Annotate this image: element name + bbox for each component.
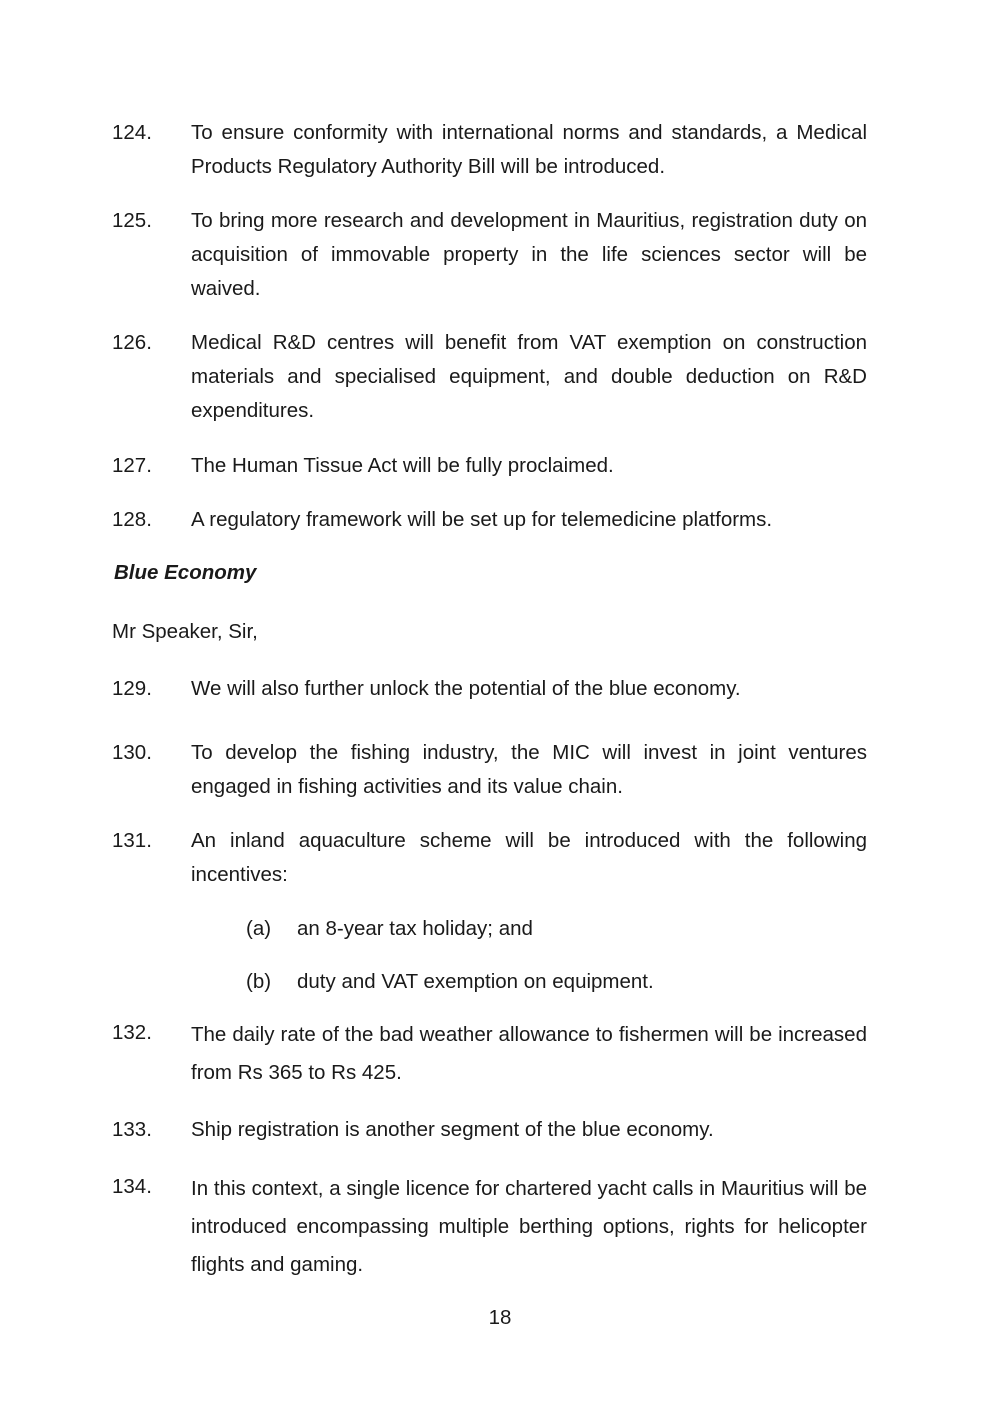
paragraph-134 [112,1170,867,1284]
paragraph-number: 129. [112,677,152,700]
paragraph-number: 124. [112,121,152,144]
paragraph-text: In this context, a single licence for chartered yacht calls in Mauritius will be introduced encompassing multiple berthing options, rights for helicopter flights and gaming. [191,1177,867,1276]
paragraph-126 [112,326,867,428]
paragraph-text: To develop the fishing industry, the MIC will invest in joint ventures engaged in fishing activities and its value chain. [191,741,867,798]
paragraph-number: 132. [112,1021,152,1044]
paragraph-125 [112,204,867,306]
paragraph-number: 134. [112,1175,152,1198]
paragraph-number: 131. [112,829,152,852]
paragraph-text: To bring more research and development in Mauritius, registration duty on acquisition of immovable property in the life sciences sector will be waived. [191,209,867,300]
paragraph-128 [112,503,867,537]
paragraph-text: To ensure conformity with international norms and standards, a Medical Products Regulatory Authority Bill will be introduced. [191,121,867,178]
sub-item-a [246,912,533,946]
paragraph-text: Medical R&D centres will benefit from VAT exemption on construction materials and specialised equipment, and double deduction on R&D expenditures. [191,331,867,422]
section-heading: Blue Economy [114,561,257,584]
paragraph-124 [112,116,867,184]
paragraph-129 [112,672,867,706]
paragraph-text: Ship registration is another segment of the blue economy. [191,1118,714,1141]
paragraph-131 [112,824,867,892]
sub-item-label: (b) [246,970,272,993]
paragraph-text: The daily rate of the bad weather allowance to fishermen will be increased from Rs 365 to Rs 425. [191,1023,867,1084]
sub-item-text: duty and VAT exemption on equipment. [297,970,654,993]
paragraph-number: 125. [112,209,152,232]
paragraph-number: 130. [112,741,152,764]
paragraph-text: We will also further unlock the potential of the blue economy. [191,677,741,700]
paragraph-text: A regulatory framework will be set up for telemedicine platforms. [191,508,773,531]
paragraph-number: 126. [112,331,152,354]
sub-item-label: (a) [246,917,272,940]
paragraph-132 [112,1016,867,1092]
sub-item-text: an 8-year tax holiday; and [297,917,533,940]
paragraph-127 [112,449,867,483]
salutation: Mr Speaker, Sir, [112,620,258,643]
page-number: 18 [488,1306,512,1329]
paragraph-number: 127. [112,454,152,477]
paragraph-number: 133. [112,1118,152,1141]
paragraph-text: An inland aquaculture scheme will be introduced with the following incentives: [191,829,867,886]
paragraph-133 [112,1113,867,1147]
paragraph-130 [112,736,867,804]
sub-item-b [246,965,654,999]
paragraph-number: 128. [112,508,152,531]
paragraph-text: The Human Tissue Act will be fully proclaimed. [191,454,614,477]
